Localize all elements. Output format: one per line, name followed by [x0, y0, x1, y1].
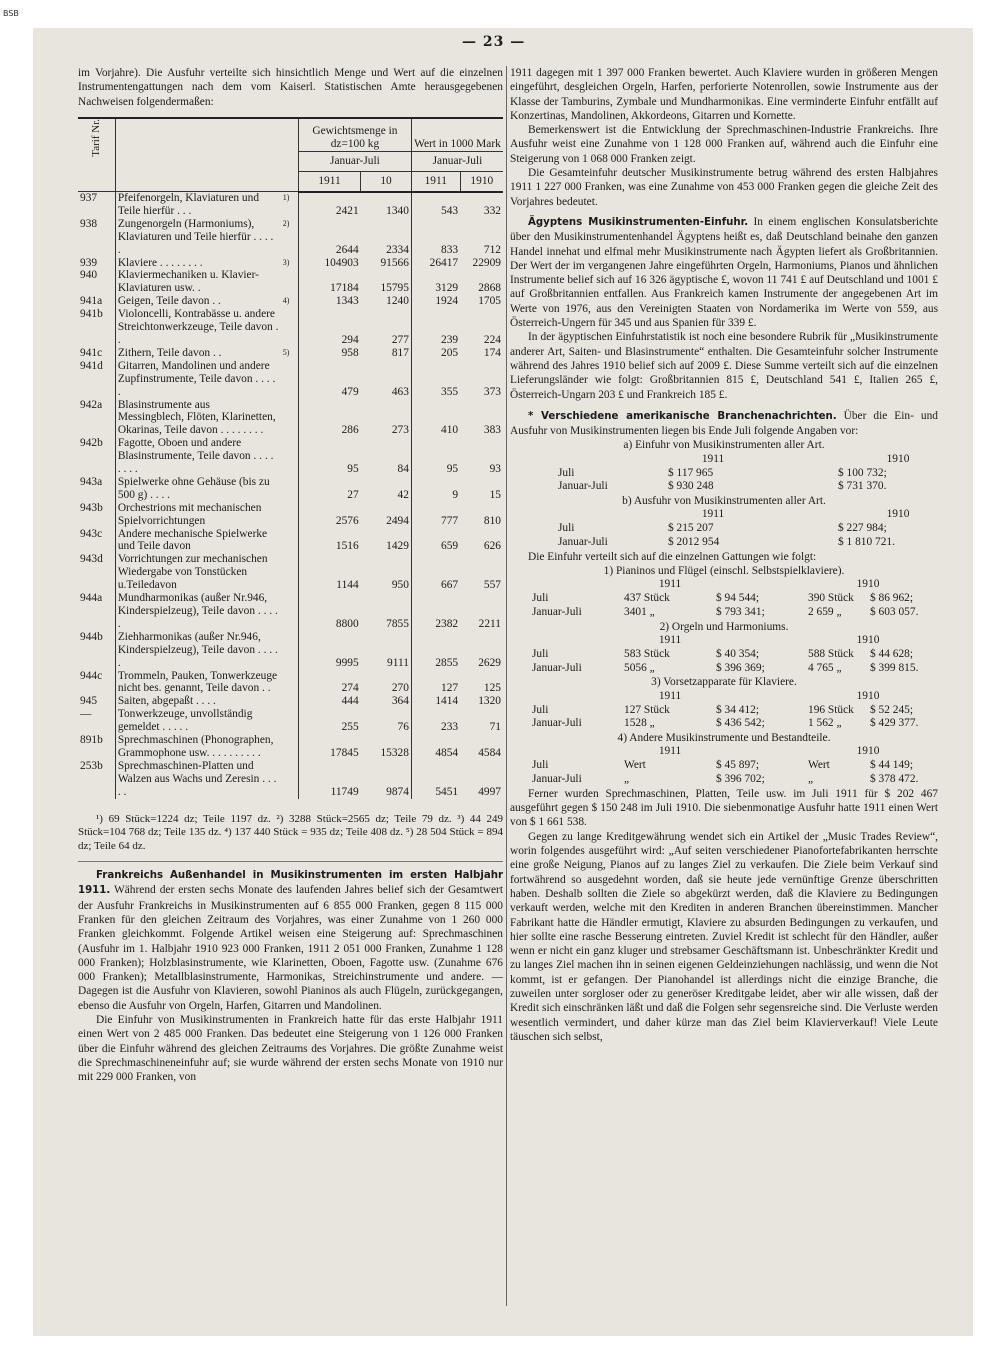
value-1910: 712	[483, 243, 501, 256]
footnote-mark: 1)	[282, 193, 290, 203]
value-1911: 833	[411, 218, 460, 257]
value-1910: 383	[483, 424, 501, 437]
table-row	[78, 269, 503, 295]
footnote-mark	[281, 670, 299, 696]
weight-1911: 294	[298, 308, 360, 347]
value-1911: 5451	[411, 760, 460, 799]
weight-1911: 274	[298, 670, 360, 696]
value-1910: 71	[489, 721, 501, 734]
category-groups	[510, 564, 938, 787]
france-heading: Frankreichs Außenhandel in Musikinstrumenten im ersten Halbjahr 1911.	[78, 870, 503, 897]
footnote-mark	[281, 360, 299, 399]
value-1910: 15	[489, 488, 501, 501]
value-1910: 2868	[478, 282, 501, 295]
category-table: 1911 1910 Juli 127 Stück $ 34 412; 196 Stück Januar-Juli 1528 „ $ 436 542; 1 562 „	[510, 690, 938, 731]
value-1910: 4584	[478, 746, 501, 759]
tarif-number: 943d	[78, 553, 115, 592]
france-paragraph-1: Während der ersten sechs Monate des laufenden Jahres belief sich der Gesamtwert der Ausfuhr Frankreichs in Musikinstrumenten auf 6 855 000 Franken, gegen 8 115 000 Franken für den gleichen Zeitraum des Vorjahres, was einer Zunahme von 1 260 000 Franken gleichkommt. Folgende Artikel weisen eine Steigerung auf: Sprechmaschinen (Ausfuhr im 1. Halbjahr 1910 923 000 Franken, 1911 2 051 000 Franken, Zunahme 1 128 000 Franken); Holzblasinstrumente, wie Klarinetten, Oboen, Fagotte usw. (Zunahme 676 000 Franken); Metallblasinstrumente, Harmonikas, Streichinstrumente und andere. — Dagegen ist die Ausfuhr von Klavieren, sowohl Pianinos als auch Flügeln, zurückgegangen, ebenso die Ausfuhr von Orgeln, Harfen, Gitarren und Mandolinen.	[78, 884, 503, 1012]
weight-1910: 7855	[386, 617, 409, 630]
value-1911: 667	[411, 553, 460, 592]
value-1910: 810	[483, 514, 501, 527]
tarif-number: 941c	[78, 347, 115, 360]
table-row	[78, 308, 503, 347]
category-cell: $ 86 962;	[870, 592, 914, 605]
value-1910: 373	[483, 385, 501, 398]
table-row	[78, 437, 503, 476]
tarif-number: —	[78, 708, 115, 734]
year-col: 1911	[411, 171, 460, 191]
value-1910: 1705	[478, 295, 501, 308]
category-title: 3) Vorsetzapparate für Klaviere.	[651, 676, 797, 689]
item-description: Violoncelli, Kontrabässe u. andere Streichtonwerkzeuge, Teile davon . .	[117, 308, 279, 346]
category-cell: $ 44 149;	[870, 759, 914, 772]
category-cell: $ 34 412;	[716, 703, 760, 716]
value-1910: 1320	[478, 695, 501, 708]
item-description: Blasinstrumente aus Messingblech, Flöten, Klarinetten, Okarinas, Teile davon . . . . . . . .	[117, 398, 276, 437]
tarif-number: 942b	[78, 437, 115, 476]
category-cell: 3401 „	[624, 605, 655, 618]
item-description: Klaviere . . . . . . . .	[117, 256, 203, 269]
ferner-paragraph: Ferner wurden Sprechmaschinen, Platten, Teile usw. im Juli 1911 für $ 202 467 ausgeführt gegen $ 150 248 im Juli 1910. Die siebenmonatige Ausfuhr hatte 1911 einen Wert von $ 1 661 538.	[510, 787, 938, 829]
item-description: Pfeifenorgeln, Klaviaturen und Teile hierfür . . .	[117, 192, 260, 217]
category-table: 1911 1910 Juli Wert $ 45 897; Wert Januar-Juli „ $ 396 702; „	[510, 745, 938, 786]
category-cell: Januar-Juli	[532, 605, 582, 618]
value-1910: 4997	[478, 785, 501, 798]
value-1911: 410	[411, 399, 460, 438]
weight-1910: 42	[397, 488, 409, 501]
weight-1910: 1340	[386, 204, 409, 217]
value-1911: 4854	[411, 734, 460, 760]
weight-1911: 444	[298, 695, 360, 708]
value-1911: 9	[411, 476, 460, 502]
right-column	[510, 66, 938, 1044]
weight-1911: 2421	[298, 192, 360, 218]
category-cell: $ 429 377.	[870, 717, 919, 730]
year-col: 1910	[460, 171, 503, 191]
tarif-number: 937	[78, 192, 115, 218]
weight-1910: 277	[391, 333, 409, 346]
weight-1910: 76	[397, 721, 409, 734]
category-cell: $ 45 897;	[716, 759, 760, 772]
sprechmaschinen-paragraph: Bemerkenswert ist die Entwicklung der Sprechmaschinen-Industrie Frankreichs. Ihre Ausfuhr weist eine Zunahme von 1 128 000 Franken auf, während auch die Einfuhr eine Steigerung von 1 068 000 Franken zeigt.	[510, 124, 938, 165]
weight-1910: 15328	[380, 746, 409, 759]
tarif-number: 253b	[78, 760, 115, 799]
item-description: Andere mechanische Spielwerke und Teile davon	[117, 527, 268, 553]
weight-1911: 17184	[298, 269, 360, 295]
table-row	[78, 347, 503, 360]
category-title: 4) Andere Musikinstrumente und Bestandteile.	[617, 732, 831, 745]
table-row	[78, 192, 503, 218]
tarif-number: 940	[78, 269, 115, 295]
value-period: Januar-Juli	[411, 151, 503, 171]
value-1911: 205	[411, 347, 460, 360]
category-cell: 2 659 „	[808, 605, 842, 618]
tarif-number: 943b	[78, 502, 115, 528]
egypt-paragraph-2: In der ägyptischen Einfuhrstatistik ist noch eine besondere Rubrik für „Musikinstrumente anderer Art, Saiten- und Blasinstrumente“ enthalten. Die Gesamteinfuhr solcher Instrumente während des Jahres 1910 belief sich auf 2009 £. Diese Summe verteilt sich auf die einzelnen Lieferungsländer wie folgt: Großbritannien 815 £, Deutschland 541 £, Italien 265 £, Österreich-Ungarn 203 £ und Frankreich 185 £.	[510, 331, 938, 401]
category-cell: 583 Stück	[624, 647, 670, 660]
item-description: Tonwerkzeuge, unvollständig gemeldet . . . . .	[117, 708, 253, 734]
american-intro: Über die Ein- und Ausfuhr von Musikinstrumenten liegen bis Ende Juli folgende Angaben vor:	[510, 409, 938, 438]
tarif-header: Tarif Nr.	[78, 118, 115, 192]
weight-1910: 84	[397, 463, 409, 476]
weight-1910: 9874	[386, 785, 409, 798]
weight-1910: 15795	[380, 282, 409, 295]
value-1911: 26417	[411, 257, 460, 270]
weight-1911: 2644	[298, 218, 360, 257]
footnote-mark	[281, 760, 299, 799]
value-1910: 22909	[472, 256, 501, 269]
tarif-number: 943a	[78, 476, 115, 502]
weight-1911: 9995	[298, 631, 360, 670]
egypt-section	[510, 215, 938, 330]
category-table: 1911 1910 Juli 583 Stück $ 40 354; 588 Stück Januar-Juli 5056 „ $ 396 369; 4 765 „	[510, 634, 938, 675]
item-description: Sprechmaschinen (Phonographen, Grammophone usw. . . . . . . . . .	[117, 734, 274, 759]
tarif-number: 944c	[78, 670, 115, 696]
category-cell: 196 Stück	[808, 703, 854, 716]
value-1911: 1924	[411, 295, 460, 308]
value-1910: 626	[483, 540, 501, 553]
category-cell: $ 378 472.	[870, 773, 919, 786]
weight-1911: 11749	[298, 760, 360, 799]
weight-1910: 817	[391, 346, 409, 359]
table-row	[78, 218, 503, 257]
value-1911: 95	[411, 437, 460, 476]
category-cell: $ 44 628;	[870, 647, 914, 660]
value-1910: 174	[483, 346, 501, 359]
footnote-mark	[281, 631, 299, 670]
export-table	[78, 117, 503, 799]
footnote-mark	[281, 708, 299, 734]
tarif-number: 944a	[78, 592, 115, 631]
category-title: 2) Orgeln und Harmoniums.	[659, 620, 789, 633]
value-1911: 777	[411, 502, 460, 528]
footnotes: ¹) 69 Stück=1224 dz; Teile 1197 dz. ²) 3288 Stück=2565 dz; Teile 79 dz. ³) 44 249 Stück=104 768 dz; Teile 135 dz. ⁴) 137 440 Stück = 935 dz; Teile 408 dz. ⁵) 28 504 Stück = 894 dz; Teile 64 dz.	[78, 812, 503, 852]
weight-1911: 2576	[298, 502, 360, 528]
value-1910: 224	[483, 333, 501, 346]
footnote-mark	[281, 695, 299, 708]
item-description: Geigen, Teile davon . .	[117, 295, 221, 308]
year-col: 1911	[298, 171, 360, 191]
item-description: Vorrichtungen zur mechanischen Wiedergabe von Tonstücken u.Teiledavon	[117, 553, 268, 592]
tarif-number: 941b	[78, 308, 115, 347]
category-cell: Januar-Juli	[532, 773, 582, 786]
value-1910: 332	[483, 204, 501, 217]
table-row	[78, 295, 503, 308]
value-1911: 1414	[411, 695, 460, 708]
egypt-heading: Ägyptens Musikinstrumenten-Einfuhr.	[528, 216, 749, 228]
weight-1910: 91566	[380, 256, 409, 269]
value-1910: 2211	[478, 617, 501, 630]
category-cell: 4 765 „	[808, 661, 842, 674]
weight-1910: 2334	[386, 243, 409, 256]
tarif-number: 943c	[78, 528, 115, 554]
category-cell: $ 94 544;	[716, 592, 760, 605]
tarif-number: 938	[78, 218, 115, 257]
tarif-number: 942a	[78, 399, 115, 438]
weight-1911: 1144	[298, 553, 360, 592]
weight-1911: 286	[298, 399, 360, 438]
category-cell: 437 Stück	[624, 592, 670, 605]
weight-1911: 479	[298, 360, 360, 399]
footnote-mark	[281, 437, 299, 476]
france-paragraph-2: Die Einfuhr von Musikinstrumenten in Frankreich hatte für das erste Halbjahr 1911 einen Wert von 2 485 000 Franken. Das bedeutet eine Steigerung von 1 126 000 Franken über die Einfuhr während des gleichen Zeitraums des Vorjahres. Die größte Zunahme weist die Sprechmaschineneinfuhr auf; sie wurde während der ersten sechs Monate von 1910 nur mit 229 000 Franken, von	[78, 1014, 503, 1084]
footnote-mark: 4)	[282, 296, 290, 306]
item-description: Mundharmonikas (außer Nr.946, Kinderspielzeug), Teile davon . . . . .	[117, 592, 278, 630]
value-header: Wert in 1000 Mark	[411, 118, 503, 151]
item-description: Klaviermechaniken u. Klavier-Klaviaturen usw. .	[117, 269, 259, 295]
item-description: Sprechmaschinen-Platten und Walzen aus Wachs und Zeresin . . . . .	[117, 759, 277, 798]
footnote-mark: 5)	[282, 347, 290, 357]
page-number: — 23 —	[462, 34, 526, 50]
category-cell: $ 436 542;	[716, 717, 765, 730]
category-cell: 588 Stück	[808, 647, 854, 660]
item-description: Trommeln, Pauken, Tonwerkzeuge nicht bes. genannt, Teile davon . .	[117, 669, 278, 695]
weight-1910: 364	[391, 695, 409, 708]
library-stamp: BSB	[3, 9, 19, 18]
category-table: 1911 1910 Juli 437 Stück $ 94 544; 390 Stück Januar-Juli 3401 „ $ 793 341; 2 659 „	[510, 578, 938, 619]
intro-paragraph: im Vorjahre). Die Ausfuhr verteilte sich hinsichtlich Menge und Wert auf die einzelnen Instrumentengattungen nach dem vom Kaiserl. Statistischen Amte herausgegebenen Nachweisen folgendermaßen:	[78, 67, 503, 108]
weight-1911: 95	[298, 437, 360, 476]
kredit-paragraph: Gegen zu lange Kreditgewährung wendet sich ein Artikel der „Music Trades Review“, worin folgendes ausgeführt wird: „Auf seiten verschiedener Pianofortefabrikanten herrschte eine große Neigung, Pianos auf zu langes Ziel zu verkaufen. Die Ziele beim Verkauf sind fortwährend so ausgedehnt worden, daß sie heute jede vernünftige Grenze überschritten haben. Deshalb sollten die Ziele so abgekürzt werden, daß die Klaviere zu Bedingungen verkauft werden, welche mit den Krediten in anderen Branchen übereinstimmen. Mancher Fabrikant hatte die Händler ermutigt, Klaviere zu absurden Bedingungen zu verkaufen, und hier sollte eine rasche Besserung eintreten. Zuviel Kredit ist schlecht für den Händler, außer wenn er nicht ein ganz kluger und strebsamer Geschäftsmann ist. Unbeschränkter Kredit und zu langes Ziel machen ihn in seinen eigenen Geldeinziehungen nachlässig, und wenn die Not kommt, ist er gefangen. Der Pianohandel ist allerdings nicht die einzige Branche, die zuweilen unter sorgloser oder zu generöser Kreditgabe leidet, aber wir alle wissen, daß der Kredit sich einschränken läßt und daß die Folgen sehr segensreiche sind. Die Verluste werden wesentlich vermindert, und daher kürze man das Ziel beim Klavierverkauf! Viele Leute täuschen sich selbst,	[510, 830, 938, 1043]
category-cell: 5056 „	[624, 661, 655, 674]
item-description: Orchestrions mit mechanischen Spielvorrichtungen	[117, 501, 262, 527]
tarif-number: 941d	[78, 360, 115, 399]
weight-1911: 27	[298, 476, 360, 502]
category-cell: Januar-Juli	[532, 661, 582, 674]
value-1911: 355	[411, 360, 460, 399]
table-row	[78, 631, 503, 670]
category-cell: 1 562 „	[808, 717, 842, 730]
france-section	[78, 868, 503, 1013]
footnote-mark	[281, 269, 299, 295]
gesamteinfuhr-paragraph: Die Gesamteinfuhr deutscher Musikinstrumente betrug während des ersten Halbjahres 1911 1 227 000 Franken, was eine Zunahme von 453 000 Franken gegen die gleiche Zeit des Vorjahres bedeutet.	[510, 167, 938, 208]
tarif-number: 944b	[78, 631, 115, 670]
weight-header: Gewichtsmenge in dz=100 kg	[298, 118, 411, 151]
value-1910: 557	[483, 579, 501, 592]
category-cell: $ 40 354;	[716, 647, 760, 660]
american-section	[510, 409, 938, 439]
table-row	[78, 257, 503, 270]
year-col: 10	[361, 171, 412, 191]
item-description: Spielwerke ohne Gehäuse (bis zu 500 g) . . . .	[117, 475, 270, 501]
category-cell: Juli	[532, 703, 549, 716]
weight-1910: 463	[391, 385, 409, 398]
item-description: Fagotte, Oboen und andere Blasinstrumente, Teile davon . . . . . . . .	[117, 437, 274, 476]
footnote-mark	[281, 734, 299, 760]
category-cell: „	[808, 773, 814, 786]
value-1911: 239	[411, 308, 460, 347]
weight-1911: 8800	[298, 592, 360, 631]
weight-1910: 950	[391, 579, 409, 592]
france-continued: 1911 dagegen mit 1 397 000 Franken bewertet. Auch Klaviere wurden in größeren Mengen eingeführt, desgleichen Orgeln, Harfen, perforierte Notenrollen, sowie Instrumente aus der Klasse der Tamburins, Zymbale und Mundharmonikas. Eine verminderte Einfuhr entfällt auf Konzertinas, Mandolinen, Akkordeons, Gitarren und Kornette.	[510, 67, 938, 122]
category-cell: Januar-Juli	[532, 717, 582, 730]
value-1911: 543	[411, 192, 460, 218]
value-1911: 233	[411, 708, 460, 734]
category-cell: Juli	[532, 647, 549, 660]
tarif-number: 941a	[78, 295, 115, 308]
category-cell: 1528 „	[624, 717, 655, 730]
category-cell: $ 399 815.	[870, 661, 919, 674]
value-1911: 2855	[411, 631, 460, 670]
category-cell: 127 Stück	[624, 703, 670, 716]
weight-1910: 1240	[386, 295, 409, 308]
weight-1910: 270	[391, 682, 409, 695]
table-row	[78, 553, 503, 592]
export-us-table: 1911 1910 Juli $ 215 207 $ 227 984; Januar-Juli $ 2012 954 $ 1 810 721.	[558, 508, 910, 548]
footnote-mark	[281, 553, 299, 592]
footnote-mark	[281, 528, 299, 554]
item-description: Ziehharmonikas (außer Nr.946, Kinderspielzeug), Teile davon . . . . .	[117, 630, 278, 669]
category-cell: Juli	[532, 759, 549, 772]
item-description: Saiten, abgepaßt . . . .	[117, 695, 216, 708]
footnote-mark	[281, 502, 299, 528]
value-1911: 3129	[411, 269, 460, 295]
weight-1910: 273	[391, 424, 409, 437]
weight-1910: 9111	[387, 656, 409, 669]
category-cell: 390 Stück	[808, 592, 854, 605]
footnote-mark: 2)	[282, 218, 290, 228]
tarif-number: 939	[78, 257, 115, 270]
category-title: 1) Pianinos und Flügel (einschl. Selbstspielklaviere).	[603, 565, 845, 578]
category-cell: „	[624, 773, 630, 786]
table-row	[78, 592, 503, 631]
value-1911: 127	[411, 670, 460, 696]
footnote-mark	[281, 399, 299, 438]
table-row	[78, 695, 503, 708]
weight-1911: 104903	[298, 257, 360, 270]
table-row	[78, 734, 503, 760]
weight-1911: 255	[298, 708, 360, 734]
weight-period: Januar-Juli	[298, 151, 411, 171]
table-row	[78, 528, 503, 554]
tarif-number: 891b	[78, 734, 115, 760]
value-1910: 2629	[478, 656, 501, 669]
table-row	[78, 399, 503, 438]
distribution-intro: Die Einfuhr verteilt sich auf die einzelnen Gattungen wie folgt:	[528, 550, 817, 563]
category-cell: Wert	[808, 759, 830, 772]
weight-1911: 1343	[298, 295, 360, 308]
category-cell: $ 793 341;	[716, 605, 765, 618]
category-cell: $ 52 245;	[870, 703, 914, 716]
table-row	[78, 502, 503, 528]
footnote-mark	[281, 476, 299, 502]
footnote-mark: 3)	[282, 257, 290, 267]
import-title: a) Einfuhr von Musikinstrumenten aller Art.	[623, 439, 825, 452]
category-cell: $ 396 702;	[716, 773, 765, 786]
value-1911: 659	[411, 528, 460, 554]
category-cell: $ 603 057.	[870, 605, 919, 618]
column-divider	[506, 66, 507, 1306]
table-row	[78, 360, 503, 399]
weight-1911: 1516	[298, 528, 360, 554]
category-cell: Juli	[532, 592, 549, 605]
egypt-paragraph-1: In einem englischen Konsulatsberichte über den Musikinstrumentenhandel Ägyptens heißt es, daß Deutschland beinahe den ganzen Handel innehat und elfmal mehr Musikinstrumente nach Ägypten liefert als Großbritannien. Der Wert der im vergangenen Jahre eingeführten Orgeln, Harmoniums, Pianos und ähnlichen Instrumente belief sich auf 16 326 ägyptische £, wovon 11 741 £ auf Deutschland und 1001 £ auf Großbritannien entfallen. Aus Frankreich kamen Instrumente der angegebenen Art im Werte von 1976, aus den Vereinigten Staaten von Nordamerika im Werte von 559, aus Österreich-Ungern für 345 und aus Spanien für 339 £.	[510, 215, 938, 330]
category-cell: $ 396 369;	[716, 661, 765, 674]
value-1911: 2382	[411, 592, 460, 631]
tarif-number: 945	[78, 695, 115, 708]
weight-1910: 2494	[386, 514, 409, 527]
item-description: Zithern, Teile davon . .	[117, 346, 222, 359]
left-column	[78, 66, 503, 1085]
weight-1910: 1429	[386, 540, 409, 553]
item-description: Gitarren, Mandolinen und andere Zupfinstrumente, Teile davon . . . . .	[117, 359, 276, 398]
weight-1911: 17845	[298, 734, 360, 760]
item-description: Zungenorgeln (Harmoniums), Klaviaturen und Teile hierfür . . . . .	[117, 217, 274, 256]
weight-1911: 958	[298, 347, 360, 360]
table-row	[78, 708, 503, 734]
footnote-mark	[281, 308, 299, 347]
table-row	[78, 476, 503, 502]
american-heading: * Verschiedene amerikanische Branchenachrichten.	[528, 410, 837, 422]
footnote-mark	[281, 592, 299, 631]
table-row	[78, 760, 503, 799]
table-row	[78, 670, 503, 696]
import-table: 1911 1910 Juli $ 117 965 $ 100 732; Januar-Juli $ 930 248 $ 731 370.	[558, 452, 910, 493]
value-1910: 125	[483, 682, 501, 695]
category-cell: Wert	[624, 759, 646, 772]
value-1910: 93	[489, 463, 501, 476]
export-title: b) Ausfuhr von Musikinstrumenten aller Art.	[622, 495, 826, 508]
